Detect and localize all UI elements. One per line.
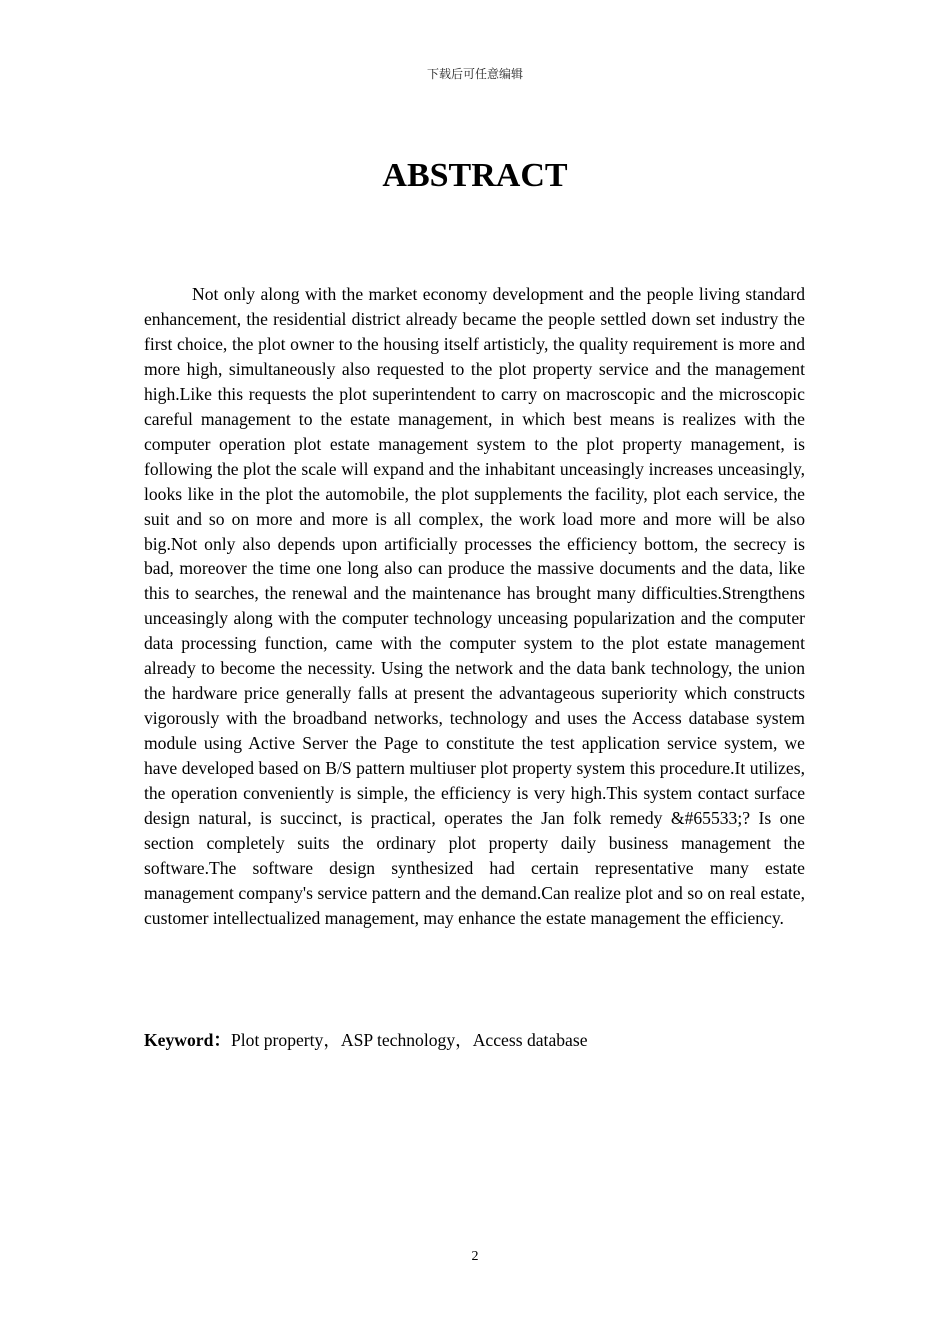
keywords-line: [144, 1028, 805, 1053]
abstract-paragraph: Not only along with the market economy development and the people living standard enhancement, the residential district already became the people settled down set industry the first choice, the plot owner to the housing itself artisticly, the quality requirement is more and more high, simultaneously also requested to the plot property service and the management high.Like this requests the plot superintendent to carry on macroscopic and the microscopic careful management to the estate management, in which best means is realizes with the computer operation plot estate management system to the plot property management, is following the plot the scale will expand and the inhabitant unceasingly increases unceasingly, looks like in the plot the automobile, the plot supplements the facility, plot each service, the suit and so on more and more is all complex, the work load more and more will be also big.Not only also depends upon artificially processes the efficiency bottom, the secrecy is bad, moreover the time one long also can produce the massive documents and the data, like this to searches, the renewal and the maintenance has brought many difficulties.Strengthens unceasingly along with the computer technology unceasing popularization and the computer data processing function, came with the computer system to the plot estate management already to become the necessity. Using the network and the data bank technology, the union the hardware price generally falls at present the advantageous superiority which constructs vigorously with the broadband networks, technology and uses the Access database system module using Active Server the Page to constitute the test application service system, we have developed based on B/S pattern multiuser plot property system this procedure.It utilizes, the operation conveniently is simple, the efficiency is very high.This system contact surface design natural, is succinct, is practical, operates the Jan folk remedy &#65533;? Is one section completely suits the ordinary plot property daily business management the software.The software design synthesized had certain representative many estate management company's service pattern and the demand.Can realize plot and so on real estate, customer intellectualized management, may enhance the estate management the efficiency.: [144, 284, 805, 928]
keywords-label: Keyword：: [144, 1030, 231, 1050]
page-number: 2: [471, 1249, 479, 1264]
keywords-text: Plot property，ASP technology，Access database: [230, 1030, 588, 1050]
page-header-note: 下载后可任意编辑: [426, 67, 523, 81]
page-title: ABSTRACT: [382, 157, 568, 194]
